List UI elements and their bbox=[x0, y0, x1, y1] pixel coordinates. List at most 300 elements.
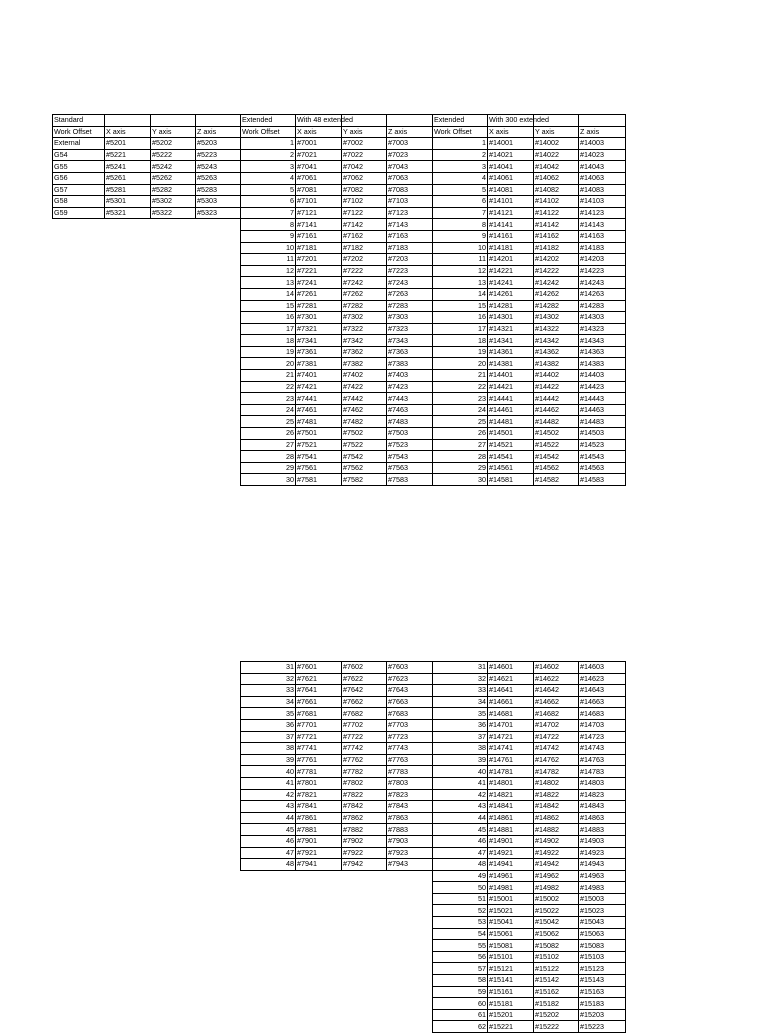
x-axis-cell: #14241 bbox=[488, 277, 534, 289]
y-axis-cell: #14302 bbox=[534, 312, 579, 324]
table-row bbox=[433, 835, 626, 847]
y-axis-cell: #14882 bbox=[534, 824, 579, 836]
table-row bbox=[241, 777, 433, 789]
table-row bbox=[241, 335, 433, 347]
z-axis-cell: #15063 bbox=[579, 928, 626, 940]
z-axis-cell: #7083 bbox=[387, 184, 433, 196]
table-row bbox=[241, 416, 433, 428]
x-axis-cell: #7381 bbox=[296, 358, 342, 370]
table-row bbox=[433, 975, 626, 987]
z-axis-cell: #14783 bbox=[579, 766, 626, 778]
work-offset-number: 40 bbox=[241, 766, 296, 778]
x-axis-cell: #15201 bbox=[488, 1009, 534, 1021]
z-axis-cell: #14043 bbox=[579, 161, 626, 173]
y-axis-cell: #15162 bbox=[534, 986, 579, 998]
table-row bbox=[433, 219, 626, 231]
work-offset-number: 12 bbox=[241, 265, 296, 277]
x-axis-cell: #5241 bbox=[105, 161, 151, 173]
table-row bbox=[53, 138, 241, 150]
x-axis-cell: #14061 bbox=[488, 172, 534, 184]
y-axis-cell: #15022 bbox=[534, 905, 579, 917]
work-offset-number: 43 bbox=[241, 801, 296, 813]
table-row bbox=[433, 940, 626, 952]
x-axis-cell: #14021 bbox=[488, 149, 534, 161]
table-row bbox=[241, 149, 433, 161]
table-row bbox=[241, 381, 433, 393]
x-axis-cell: #7301 bbox=[296, 312, 342, 324]
z-axis-cell: #15103 bbox=[579, 951, 626, 963]
table-row bbox=[433, 847, 626, 859]
x-axis-cell: #7501 bbox=[296, 428, 342, 440]
y-axis-cell: #7362 bbox=[342, 346, 387, 358]
title-row bbox=[53, 115, 241, 127]
x-axis-cell: #14221 bbox=[488, 265, 534, 277]
x-axis-cell: #14161 bbox=[488, 230, 534, 242]
table-row bbox=[241, 207, 433, 219]
table-row bbox=[433, 870, 626, 882]
y-axis-cell: #14802 bbox=[534, 777, 579, 789]
z-axis-cell: #15163 bbox=[579, 986, 626, 998]
x-axis-cell: #5301 bbox=[105, 196, 151, 208]
z-axis-cell: #14943 bbox=[579, 859, 626, 871]
work-offset-number: 9 bbox=[241, 230, 296, 242]
y-axis-cell: #7782 bbox=[342, 766, 387, 778]
work-offset-number: 38 bbox=[433, 743, 488, 755]
table-row bbox=[433, 917, 626, 929]
x-axis-cell: #7361 bbox=[296, 346, 342, 358]
title-cell: Extended bbox=[433, 115, 488, 127]
y-axis-cell: #7822 bbox=[342, 789, 387, 801]
y-axis-cell: #7102 bbox=[342, 196, 387, 208]
x-axis-cell: #14441 bbox=[488, 393, 534, 405]
table-row bbox=[433, 393, 626, 405]
work-offset-number: 7 bbox=[241, 207, 296, 219]
table-row bbox=[241, 847, 433, 859]
table-row bbox=[241, 462, 433, 474]
work-offset-number: 3 bbox=[433, 161, 488, 173]
z-axis-cell: #14683 bbox=[579, 708, 626, 720]
x-axis-cell: #7041 bbox=[296, 161, 342, 173]
table-row bbox=[433, 859, 626, 871]
y-axis-cell: #7082 bbox=[342, 184, 387, 196]
work-offset-number: 31 bbox=[433, 662, 488, 674]
z-axis-cell: #14803 bbox=[579, 777, 626, 789]
x-axis-cell: #7001 bbox=[296, 138, 342, 150]
z-axis-cell: #7223 bbox=[387, 265, 433, 277]
z-axis-cell: #14743 bbox=[579, 743, 626, 755]
work-offset-number: 54 bbox=[433, 928, 488, 940]
work-offset-cell: G54 bbox=[53, 149, 105, 161]
z-axis-cell: #7803 bbox=[387, 777, 433, 789]
table-row bbox=[241, 219, 433, 231]
y-axis-cell: #14862 bbox=[534, 812, 579, 824]
work-offset-number: 18 bbox=[433, 335, 488, 347]
table-row bbox=[433, 207, 626, 219]
z-axis-cell: #5263 bbox=[196, 172, 241, 184]
table-row bbox=[433, 998, 626, 1010]
x-axis-cell: #5261 bbox=[105, 172, 151, 184]
y-axis-cell: #14342 bbox=[534, 335, 579, 347]
x-axis-cell: #15021 bbox=[488, 905, 534, 917]
work-offset-number: 36 bbox=[241, 719, 296, 731]
z-axis-cell: #14323 bbox=[579, 323, 626, 335]
z-axis-cell: #14583 bbox=[579, 474, 626, 486]
work-offset-number: 16 bbox=[241, 312, 296, 324]
y-axis-cell: #7322 bbox=[342, 323, 387, 335]
work-offset-number: 16 bbox=[433, 312, 488, 324]
work-offset-number: 53 bbox=[433, 917, 488, 929]
y-axis-cell: #14422 bbox=[534, 381, 579, 393]
table-row bbox=[433, 404, 626, 416]
table-row bbox=[433, 230, 626, 242]
z-axis-cell: #14343 bbox=[579, 335, 626, 347]
table-row bbox=[241, 254, 433, 266]
y-axis-cell: #14002 bbox=[534, 138, 579, 150]
x-axis-cell: #14841 bbox=[488, 801, 534, 813]
table-row bbox=[433, 963, 626, 975]
work-offset-number: 9 bbox=[433, 230, 488, 242]
x-axis-cell: #5221 bbox=[105, 149, 151, 161]
z-axis-cell: #7203 bbox=[387, 254, 433, 266]
z-axis-cell: #14503 bbox=[579, 428, 626, 440]
table-row bbox=[241, 323, 433, 335]
z-axis-cell: #7883 bbox=[387, 824, 433, 836]
z-axis-cell: #7443 bbox=[387, 393, 433, 405]
x-axis-cell: #7021 bbox=[296, 149, 342, 161]
y-axis-cell: #7622 bbox=[342, 673, 387, 685]
y-axis-cell: #7662 bbox=[342, 696, 387, 708]
z-axis-cell: #7923 bbox=[387, 847, 433, 859]
table-row bbox=[241, 731, 433, 743]
z-axis-cell: #15043 bbox=[579, 917, 626, 929]
work-offset-number: 13 bbox=[433, 277, 488, 289]
y-axis-cell: #14082 bbox=[534, 184, 579, 196]
x-axis-cell: #14341 bbox=[488, 335, 534, 347]
table-row bbox=[433, 928, 626, 940]
table-row bbox=[433, 300, 626, 312]
z-axis-cell: #14063 bbox=[579, 172, 626, 184]
z-axis-cell: #7463 bbox=[387, 404, 433, 416]
x-axis-cell: #15001 bbox=[488, 893, 534, 905]
y-axis-cell: #15222 bbox=[534, 1021, 579, 1033]
header-row bbox=[433, 126, 626, 138]
z-axis-cell: #7503 bbox=[387, 428, 433, 440]
x-axis-cell: #7941 bbox=[296, 859, 342, 871]
x-axis-cell: #7721 bbox=[296, 731, 342, 743]
x-axis-cell: #7741 bbox=[296, 743, 342, 755]
standard-work-offset-table bbox=[52, 114, 241, 219]
work-offset-number: 10 bbox=[241, 242, 296, 254]
work-offset-cell: G59 bbox=[53, 207, 105, 219]
y-axis-cell: #5262 bbox=[151, 172, 196, 184]
z-axis-cell: #15123 bbox=[579, 963, 626, 975]
z-axis-cell: #7863 bbox=[387, 812, 433, 824]
table-row bbox=[433, 288, 626, 300]
x-axis-cell: #14941 bbox=[488, 859, 534, 871]
work-offset-number: 15 bbox=[241, 300, 296, 312]
z-axis-cell: #5203 bbox=[196, 138, 241, 150]
y-axis-cell: #7762 bbox=[342, 754, 387, 766]
x-axis-cell: #14361 bbox=[488, 346, 534, 358]
y-axis-cell: #14362 bbox=[534, 346, 579, 358]
x-axis-cell: #7601 bbox=[296, 662, 342, 674]
x-axis-cell: #14081 bbox=[488, 184, 534, 196]
z-axis-cell: #7163 bbox=[387, 230, 433, 242]
table-row bbox=[241, 685, 433, 697]
x-axis-cell: #7141 bbox=[296, 219, 342, 231]
y-axis-cell: #14482 bbox=[534, 416, 579, 428]
y-axis-cell: #14022 bbox=[534, 149, 579, 161]
work-offset-number: 8 bbox=[433, 219, 488, 231]
y-axis-cell: #7842 bbox=[342, 801, 387, 813]
work-offset-number: 45 bbox=[433, 824, 488, 836]
y-axis-cell: #7242 bbox=[342, 277, 387, 289]
y-axis-cell: #7462 bbox=[342, 404, 387, 416]
z-axis-cell: #7583 bbox=[387, 474, 433, 486]
work-offset-number: 10 bbox=[433, 242, 488, 254]
table-row bbox=[433, 673, 626, 685]
table-row bbox=[241, 404, 433, 416]
y-axis-cell: #14842 bbox=[534, 801, 579, 813]
x-axis-cell: #14321 bbox=[488, 323, 534, 335]
work-offset-number: 34 bbox=[241, 696, 296, 708]
x-axis-cell: #5281 bbox=[105, 184, 151, 196]
table-row bbox=[241, 812, 433, 824]
column-header: Y axis bbox=[151, 126, 196, 138]
z-axis-cell: #15003 bbox=[579, 893, 626, 905]
x-axis-cell: #7401 bbox=[296, 370, 342, 382]
z-axis-cell: #14303 bbox=[579, 312, 626, 324]
y-axis-cell: #14522 bbox=[534, 439, 579, 451]
table-row bbox=[53, 184, 241, 196]
table-row bbox=[241, 835, 433, 847]
z-axis-cell: #14383 bbox=[579, 358, 626, 370]
table-row bbox=[241, 161, 433, 173]
x-axis-cell: #14101 bbox=[488, 196, 534, 208]
work-offset-number: 30 bbox=[241, 474, 296, 486]
y-axis-cell: #15122 bbox=[534, 963, 579, 975]
y-axis-cell: #14702 bbox=[534, 719, 579, 731]
x-axis-cell: #7121 bbox=[296, 207, 342, 219]
work-offset-number: 55 bbox=[433, 940, 488, 952]
work-offset-number: 29 bbox=[433, 462, 488, 474]
x-axis-cell: #14781 bbox=[488, 766, 534, 778]
title-cell bbox=[579, 115, 626, 127]
work-offset-number: 18 bbox=[241, 335, 296, 347]
work-offset-number: 20 bbox=[433, 358, 488, 370]
y-axis-cell: #7342 bbox=[342, 335, 387, 347]
table-row bbox=[433, 824, 626, 836]
table-row bbox=[241, 451, 433, 463]
z-axis-cell: #7703 bbox=[387, 719, 433, 731]
x-axis-cell: #14661 bbox=[488, 696, 534, 708]
table-row bbox=[433, 882, 626, 894]
y-axis-cell: #14182 bbox=[534, 242, 579, 254]
z-axis-cell: #7543 bbox=[387, 451, 433, 463]
x-axis-cell: #7921 bbox=[296, 847, 342, 859]
table-row bbox=[241, 824, 433, 836]
work-offset-number: 33 bbox=[241, 685, 296, 697]
table-row bbox=[433, 335, 626, 347]
work-offset-number: 38 bbox=[241, 743, 296, 755]
x-axis-cell: #7861 bbox=[296, 812, 342, 824]
y-axis-cell: #14782 bbox=[534, 766, 579, 778]
x-axis-cell: #15141 bbox=[488, 975, 534, 987]
work-offset-number: 23 bbox=[241, 393, 296, 405]
z-axis-cell: #14423 bbox=[579, 381, 626, 393]
x-axis-cell: #14981 bbox=[488, 882, 534, 894]
work-offset-number: 60 bbox=[433, 998, 488, 1010]
y-axis-cell: #5202 bbox=[151, 138, 196, 150]
x-axis-cell: #15041 bbox=[488, 917, 534, 929]
x-axis-cell: #7841 bbox=[296, 801, 342, 813]
z-axis-cell: #7403 bbox=[387, 370, 433, 382]
z-axis-cell: #7263 bbox=[387, 288, 433, 300]
table-row bbox=[433, 277, 626, 289]
y-axis-cell: #14242 bbox=[534, 277, 579, 289]
y-axis-cell: #14742 bbox=[534, 743, 579, 755]
x-axis-cell: #7701 bbox=[296, 719, 342, 731]
work-offset-number: 2 bbox=[241, 149, 296, 161]
work-offset-number: 14 bbox=[241, 288, 296, 300]
title-row bbox=[433, 115, 626, 127]
z-axis-cell: #14663 bbox=[579, 696, 626, 708]
work-offset-number: 25 bbox=[241, 416, 296, 428]
x-axis-cell: #14181 bbox=[488, 242, 534, 254]
work-offset-number: 35 bbox=[241, 708, 296, 720]
table-row bbox=[433, 754, 626, 766]
table-row bbox=[433, 719, 626, 731]
x-axis-cell: #14721 bbox=[488, 731, 534, 743]
x-axis-cell: #14301 bbox=[488, 312, 534, 324]
z-axis-cell: #14903 bbox=[579, 835, 626, 847]
y-axis-cell: #14682 bbox=[534, 708, 579, 720]
x-axis-cell: #14801 bbox=[488, 777, 534, 789]
x-axis-cell: #7621 bbox=[296, 673, 342, 685]
table-row bbox=[241, 172, 433, 184]
table-row bbox=[433, 766, 626, 778]
x-axis-cell: #14621 bbox=[488, 673, 534, 685]
x-axis-cell: #14501 bbox=[488, 428, 534, 440]
y-axis-cell: #7182 bbox=[342, 242, 387, 254]
column-header: Y axis bbox=[534, 126, 579, 138]
x-axis-cell: #14481 bbox=[488, 416, 534, 428]
z-axis-cell: #7763 bbox=[387, 754, 433, 766]
z-axis-cell: #14563 bbox=[579, 462, 626, 474]
x-axis-cell: #14001 bbox=[488, 138, 534, 150]
work-offset-number: 21 bbox=[241, 370, 296, 382]
z-axis-cell: #14923 bbox=[579, 847, 626, 859]
z-axis-cell: #15023 bbox=[579, 905, 626, 917]
z-axis-cell: #7623 bbox=[387, 673, 433, 685]
work-offset-number: 26 bbox=[433, 428, 488, 440]
x-axis-cell: #7461 bbox=[296, 404, 342, 416]
z-axis-cell: #14443 bbox=[579, 393, 626, 405]
work-offset-number: 39 bbox=[433, 754, 488, 766]
x-axis-cell: #14901 bbox=[488, 835, 534, 847]
column-header: Y axis bbox=[342, 126, 387, 138]
work-offset-number: 11 bbox=[433, 254, 488, 266]
x-axis-cell: #14681 bbox=[488, 708, 534, 720]
table-row bbox=[241, 346, 433, 358]
x-axis-cell: #15221 bbox=[488, 1021, 534, 1033]
column-header: X axis bbox=[488, 126, 534, 138]
work-offset-number: 41 bbox=[433, 777, 488, 789]
y-axis-cell: #7042 bbox=[342, 161, 387, 173]
table-row bbox=[433, 172, 626, 184]
table-row bbox=[241, 370, 433, 382]
z-axis-cell: #7683 bbox=[387, 708, 433, 720]
work-offset-number: 23 bbox=[433, 393, 488, 405]
work-offset-number: 45 bbox=[241, 824, 296, 836]
table-row bbox=[241, 184, 433, 196]
z-axis-cell: #7183 bbox=[387, 242, 433, 254]
work-offset-number: 2 bbox=[433, 149, 488, 161]
table-row bbox=[433, 662, 626, 674]
x-axis-cell: #14541 bbox=[488, 451, 534, 463]
y-axis-cell: #5302 bbox=[151, 196, 196, 208]
table-row bbox=[433, 138, 626, 150]
x-axis-cell: #7221 bbox=[296, 265, 342, 277]
x-axis-cell: #15121 bbox=[488, 963, 534, 975]
y-axis-cell: #14462 bbox=[534, 404, 579, 416]
work-offset-number: 39 bbox=[241, 754, 296, 766]
x-axis-cell: #7821 bbox=[296, 789, 342, 801]
table-row bbox=[433, 708, 626, 720]
z-axis-cell: #7043 bbox=[387, 161, 433, 173]
z-axis-cell: #5283 bbox=[196, 184, 241, 196]
table-row bbox=[241, 801, 433, 813]
x-axis-cell: #7641 bbox=[296, 685, 342, 697]
x-axis-cell: #14961 bbox=[488, 870, 534, 882]
y-axis-cell: #14542 bbox=[534, 451, 579, 463]
y-axis-cell: #7202 bbox=[342, 254, 387, 266]
y-axis-cell: #14102 bbox=[534, 196, 579, 208]
table-row bbox=[241, 428, 433, 440]
header-row bbox=[241, 126, 433, 138]
z-axis-cell: #7103 bbox=[387, 196, 433, 208]
z-axis-cell: #14703 bbox=[579, 719, 626, 731]
y-axis-cell: #15002 bbox=[534, 893, 579, 905]
y-axis-cell: #15082 bbox=[534, 940, 579, 952]
z-axis-cell: #15143 bbox=[579, 975, 626, 987]
table-row bbox=[241, 673, 433, 685]
y-axis-cell: #7402 bbox=[342, 370, 387, 382]
work-offset-number: 22 bbox=[241, 381, 296, 393]
z-axis-cell: #14103 bbox=[579, 196, 626, 208]
table-row bbox=[433, 346, 626, 358]
y-axis-cell: #7302 bbox=[342, 312, 387, 324]
work-offset-cell: G58 bbox=[53, 196, 105, 208]
table-row bbox=[241, 754, 433, 766]
z-axis-cell: #7123 bbox=[387, 207, 433, 219]
z-axis-cell: #7003 bbox=[387, 138, 433, 150]
table-row bbox=[53, 161, 241, 173]
y-axis-cell: #7922 bbox=[342, 847, 387, 859]
table-row bbox=[53, 172, 241, 184]
work-offset-number: 24 bbox=[241, 404, 296, 416]
x-axis-cell: #7441 bbox=[296, 393, 342, 405]
work-offset-number: 13 bbox=[241, 277, 296, 289]
work-offset-number: 37 bbox=[433, 731, 488, 743]
table-row bbox=[433, 254, 626, 266]
y-axis-cell: #7882 bbox=[342, 824, 387, 836]
x-axis-cell: #7481 bbox=[296, 416, 342, 428]
column-header: X axis bbox=[296, 126, 342, 138]
y-axis-cell: #14982 bbox=[534, 882, 579, 894]
work-offset-number: 4 bbox=[433, 172, 488, 184]
table-row bbox=[241, 312, 433, 324]
